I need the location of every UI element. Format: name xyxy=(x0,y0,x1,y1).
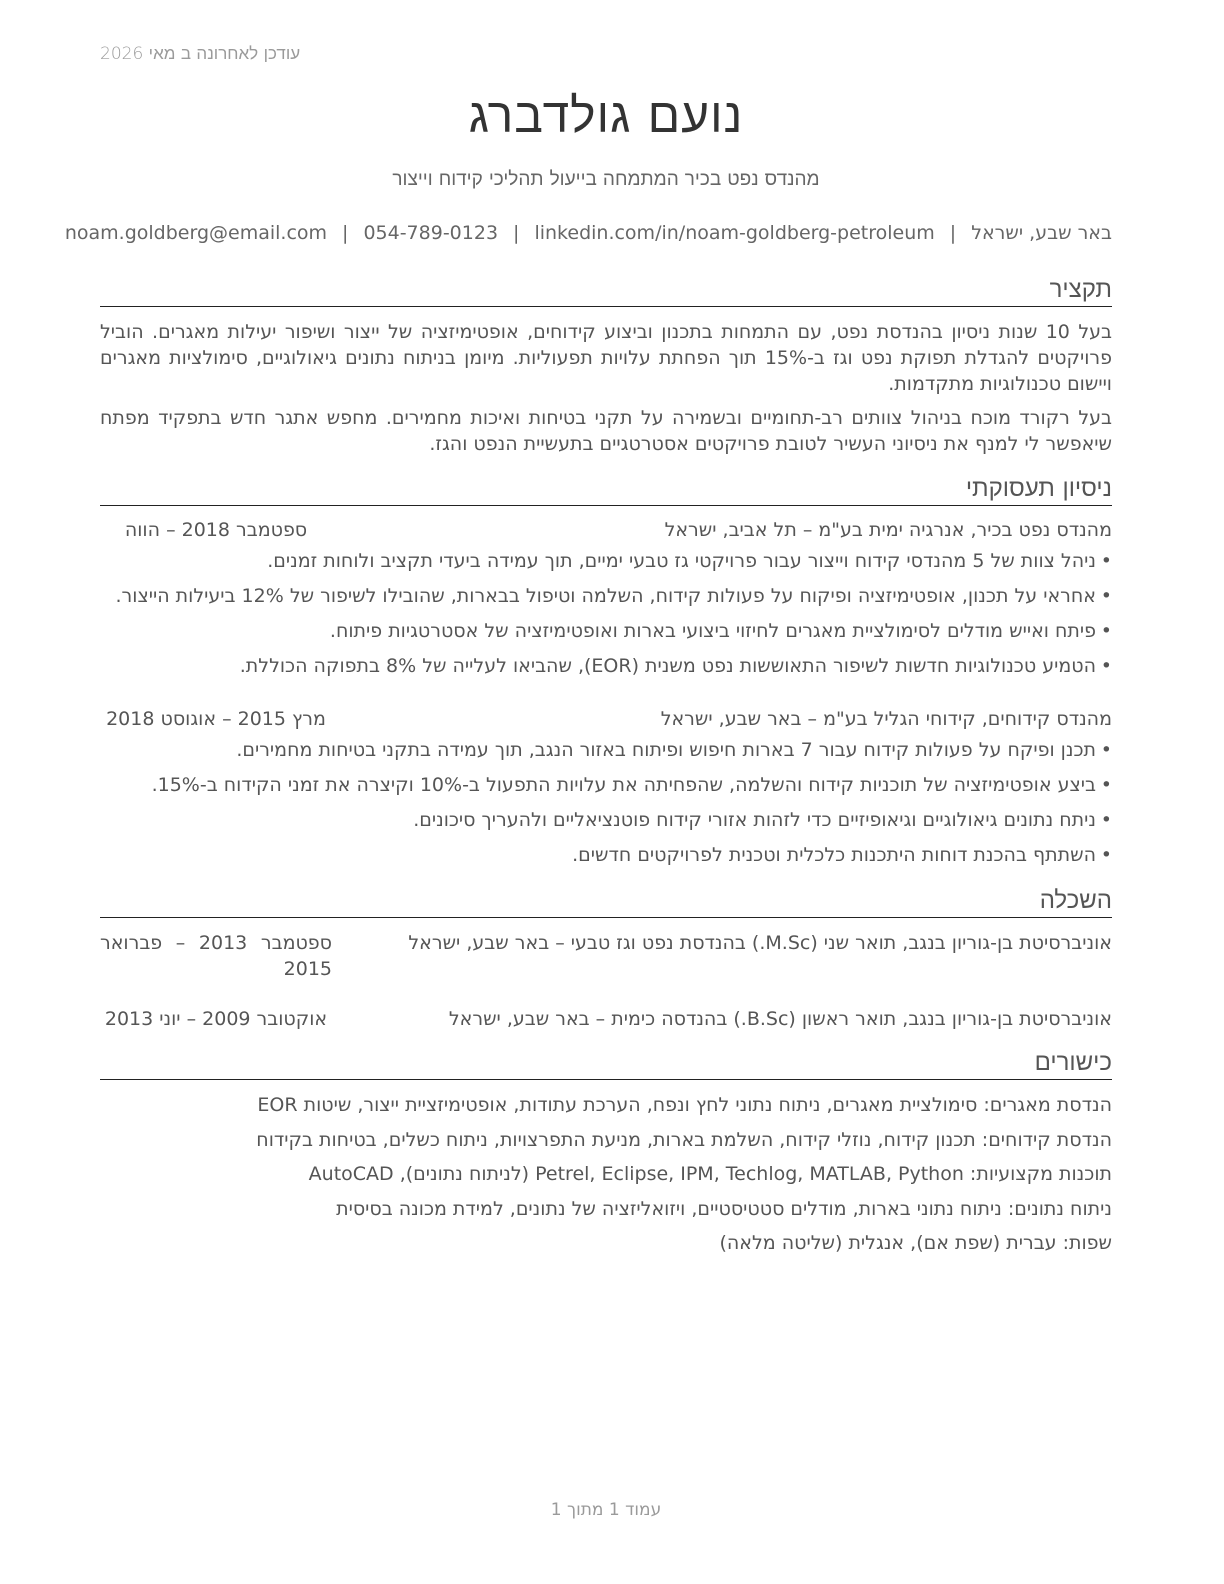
education-dates-line: 2015 xyxy=(283,958,332,980)
resume-page xyxy=(64,0,1112,1584)
skills-line: שפות: עברית (שפת אם), אנגלית (שליטה מלאה) xyxy=(719,1232,1112,1254)
job-bullet: • ניהל צוות של 5 מהנדסי קידוח וייצור עבור פרויקטי גז טבעי ימיים, תוך עמידה ביעדי תקציב ולוחות זמנים. xyxy=(100,544,1112,579)
summary-heading: תקציר xyxy=(100,274,1112,307)
candidate-name: נועם גולדברג xyxy=(468,88,744,144)
job-bullet: • פיתח ואייש מודלים לסימולציית מאגרים לחיזוי ביצועי בארות ואופטימיזציה של אסטרטגיות פיתוח. xyxy=(100,614,1112,649)
education-dates: אוקטובר 2009 – יוני 2013 xyxy=(104,1008,328,1030)
contact-separator: | xyxy=(342,222,349,244)
job-header xyxy=(100,516,1112,544)
job-bullet: • תכנן ופיקח על פעולות קידוח עבור 7 בארות חיפוש ופיתוח באזור הנגב, תוך עמידה בתקני בטיחות מחמירים. xyxy=(100,733,1112,768)
skills-line: תוכנות מקצועיות: Petrel, Eclipse, IPM, Techlog, MATLAB, Python (לניתוח נתונים), AutoCAD xyxy=(308,1163,1112,1185)
contact-separator: | xyxy=(513,222,520,244)
summary-paragraph: בעל רקורד מוכח בניהול צוותים רב-תחומיים ובשמירה על תקני בטיחות ואיכות מחמירים. מחפש אתגר חדש בתפקיד מפתח שיאפשר לי למנף את ניסיוני העשיר לטובת פרויקטים אסטרטגיים בתעשיית הנפט והגז. xyxy=(100,407,1112,455)
job-bullet: • הטמיע טכנולוגיות חדשות לשיפור התאוששות נפט משנית (EOR), שהביאו לעלייה של 8% בתפוקה הכוללת. xyxy=(100,649,1112,684)
job-bullet: • אחראי על תכנון, אופטימיזציה ופיקוח על פעולות קידוח, השלמה וטיפול בבארות, שהובילו לשיפור של 12% ביעילות הייצור. xyxy=(100,579,1112,614)
skills-line: הנדסת מאגרים: סימולציית מאגרים, ניתוח נתוני לחץ ונפח, הערכת עתודות, אופטימיזציית ייצור, שיטות EOR xyxy=(257,1094,1112,1116)
skills-heading: כישורים xyxy=(100,1047,1112,1080)
education-degree: אוניברסיטת בן-גוריון בנגב, תואר שני (M.Sc.) בהנדסת נפט וגז טבעי – באר שבע, ישראל xyxy=(408,932,1112,954)
education-heading: השכלה xyxy=(100,885,1112,918)
job-dates: מרץ 2015 – אוגוסט 2018 xyxy=(106,708,326,730)
job-role: מהנדס קידוחים, קידוחי הגליל בע"מ – באר שבע, ישראל xyxy=(660,708,1112,730)
skills-line: הנדסת קידוחים: תכנון קידוח, נוזלי קידוח, השלמת בארות, מניעת התפרצויות, ניתוח כשלים, בטיחות בקידוח xyxy=(256,1128,1112,1151)
job-bullets xyxy=(100,544,1112,684)
contact-location: באר שבע, ישראל xyxy=(971,222,1112,244)
contact-line xyxy=(64,222,1112,244)
skills-line: ניתוח נתונים: ניתוח נתוני בארות, מודלים סטטיסטיים, ויזואליזציה של נתונים, למידת מכונה בסיסית xyxy=(336,1197,1112,1220)
summary-paragraph: בעל 10 שנות ניסיון בהנדסת נפט, עם התמחות בתכנון וביצוע קידוחים, אופטימיזציה של ייצור ושיפור יעילות מאגרים. הוביל פרויקטים להגדלת תפוקת נפט וגז ב-15% תוך הפחתת עלויות תפעוליות. מיומן בניתוח נתונים גיאולוגיים, סימולציות מאגרים ויישום טכנולוגיות מתקדמות. xyxy=(100,321,1112,395)
last-updated: עודכן לאחרונה ב מאי 2026 xyxy=(100,44,301,64)
job-bullets xyxy=(100,733,1112,873)
page-number: עמוד 1 מתוך 1 xyxy=(550,1500,662,1520)
job-dates: ספטמבר 2018 – הווה xyxy=(124,519,308,541)
contact-phone: 054-789-0123 xyxy=(363,222,499,244)
job-role: מהנדס נפט בכיר, אנרגיה ימית בע"מ – תל אביב, ישראל xyxy=(664,519,1112,541)
skills-list xyxy=(100,1088,1112,1261)
education-dates xyxy=(100,930,332,982)
job-header xyxy=(100,705,1112,733)
contact-separator: | xyxy=(949,222,957,244)
education-dates-line: ספטמבר 2013 – פברואר xyxy=(100,932,333,954)
education-item xyxy=(100,1005,1112,1033)
candidate-title: מהנדס נפט בכיר המתמחה בייעול תהליכי קידוח וייצור xyxy=(392,168,820,190)
contact-email[interactable]: noam.goldberg@email.com xyxy=(64,222,328,244)
education-degree: אוניברסיטת בן-גוריון בנגב, תואר ראשון (B.Sc.) בהנדסה כימית – באר שבע, ישראל xyxy=(448,1008,1112,1030)
job-bullet: • ניתח נתונים גיאולוגיים וגיאופיזיים כדי לזהות אזורי קידוח פוטנציאליים ולהעריך סיכונים. xyxy=(100,803,1112,838)
job-bullet: • ביצע אופטימיזציה של תוכניות קידוח והשלמה, שהפחיתה את עלויות התפעול ב-10% וקיצרה את זמני הקידוח ב-15%. xyxy=(100,768,1112,803)
contact-linkedin[interactable]: linkedin.com/in/noam-goldberg-petroleum xyxy=(534,222,935,244)
job-bullet: • השתתף בהכנת דוחות היתכנות כלכלית וטכנית לפרויקטים חדשים. xyxy=(100,838,1112,873)
experience-heading: ניסיון תעסוקתי xyxy=(100,473,1112,506)
